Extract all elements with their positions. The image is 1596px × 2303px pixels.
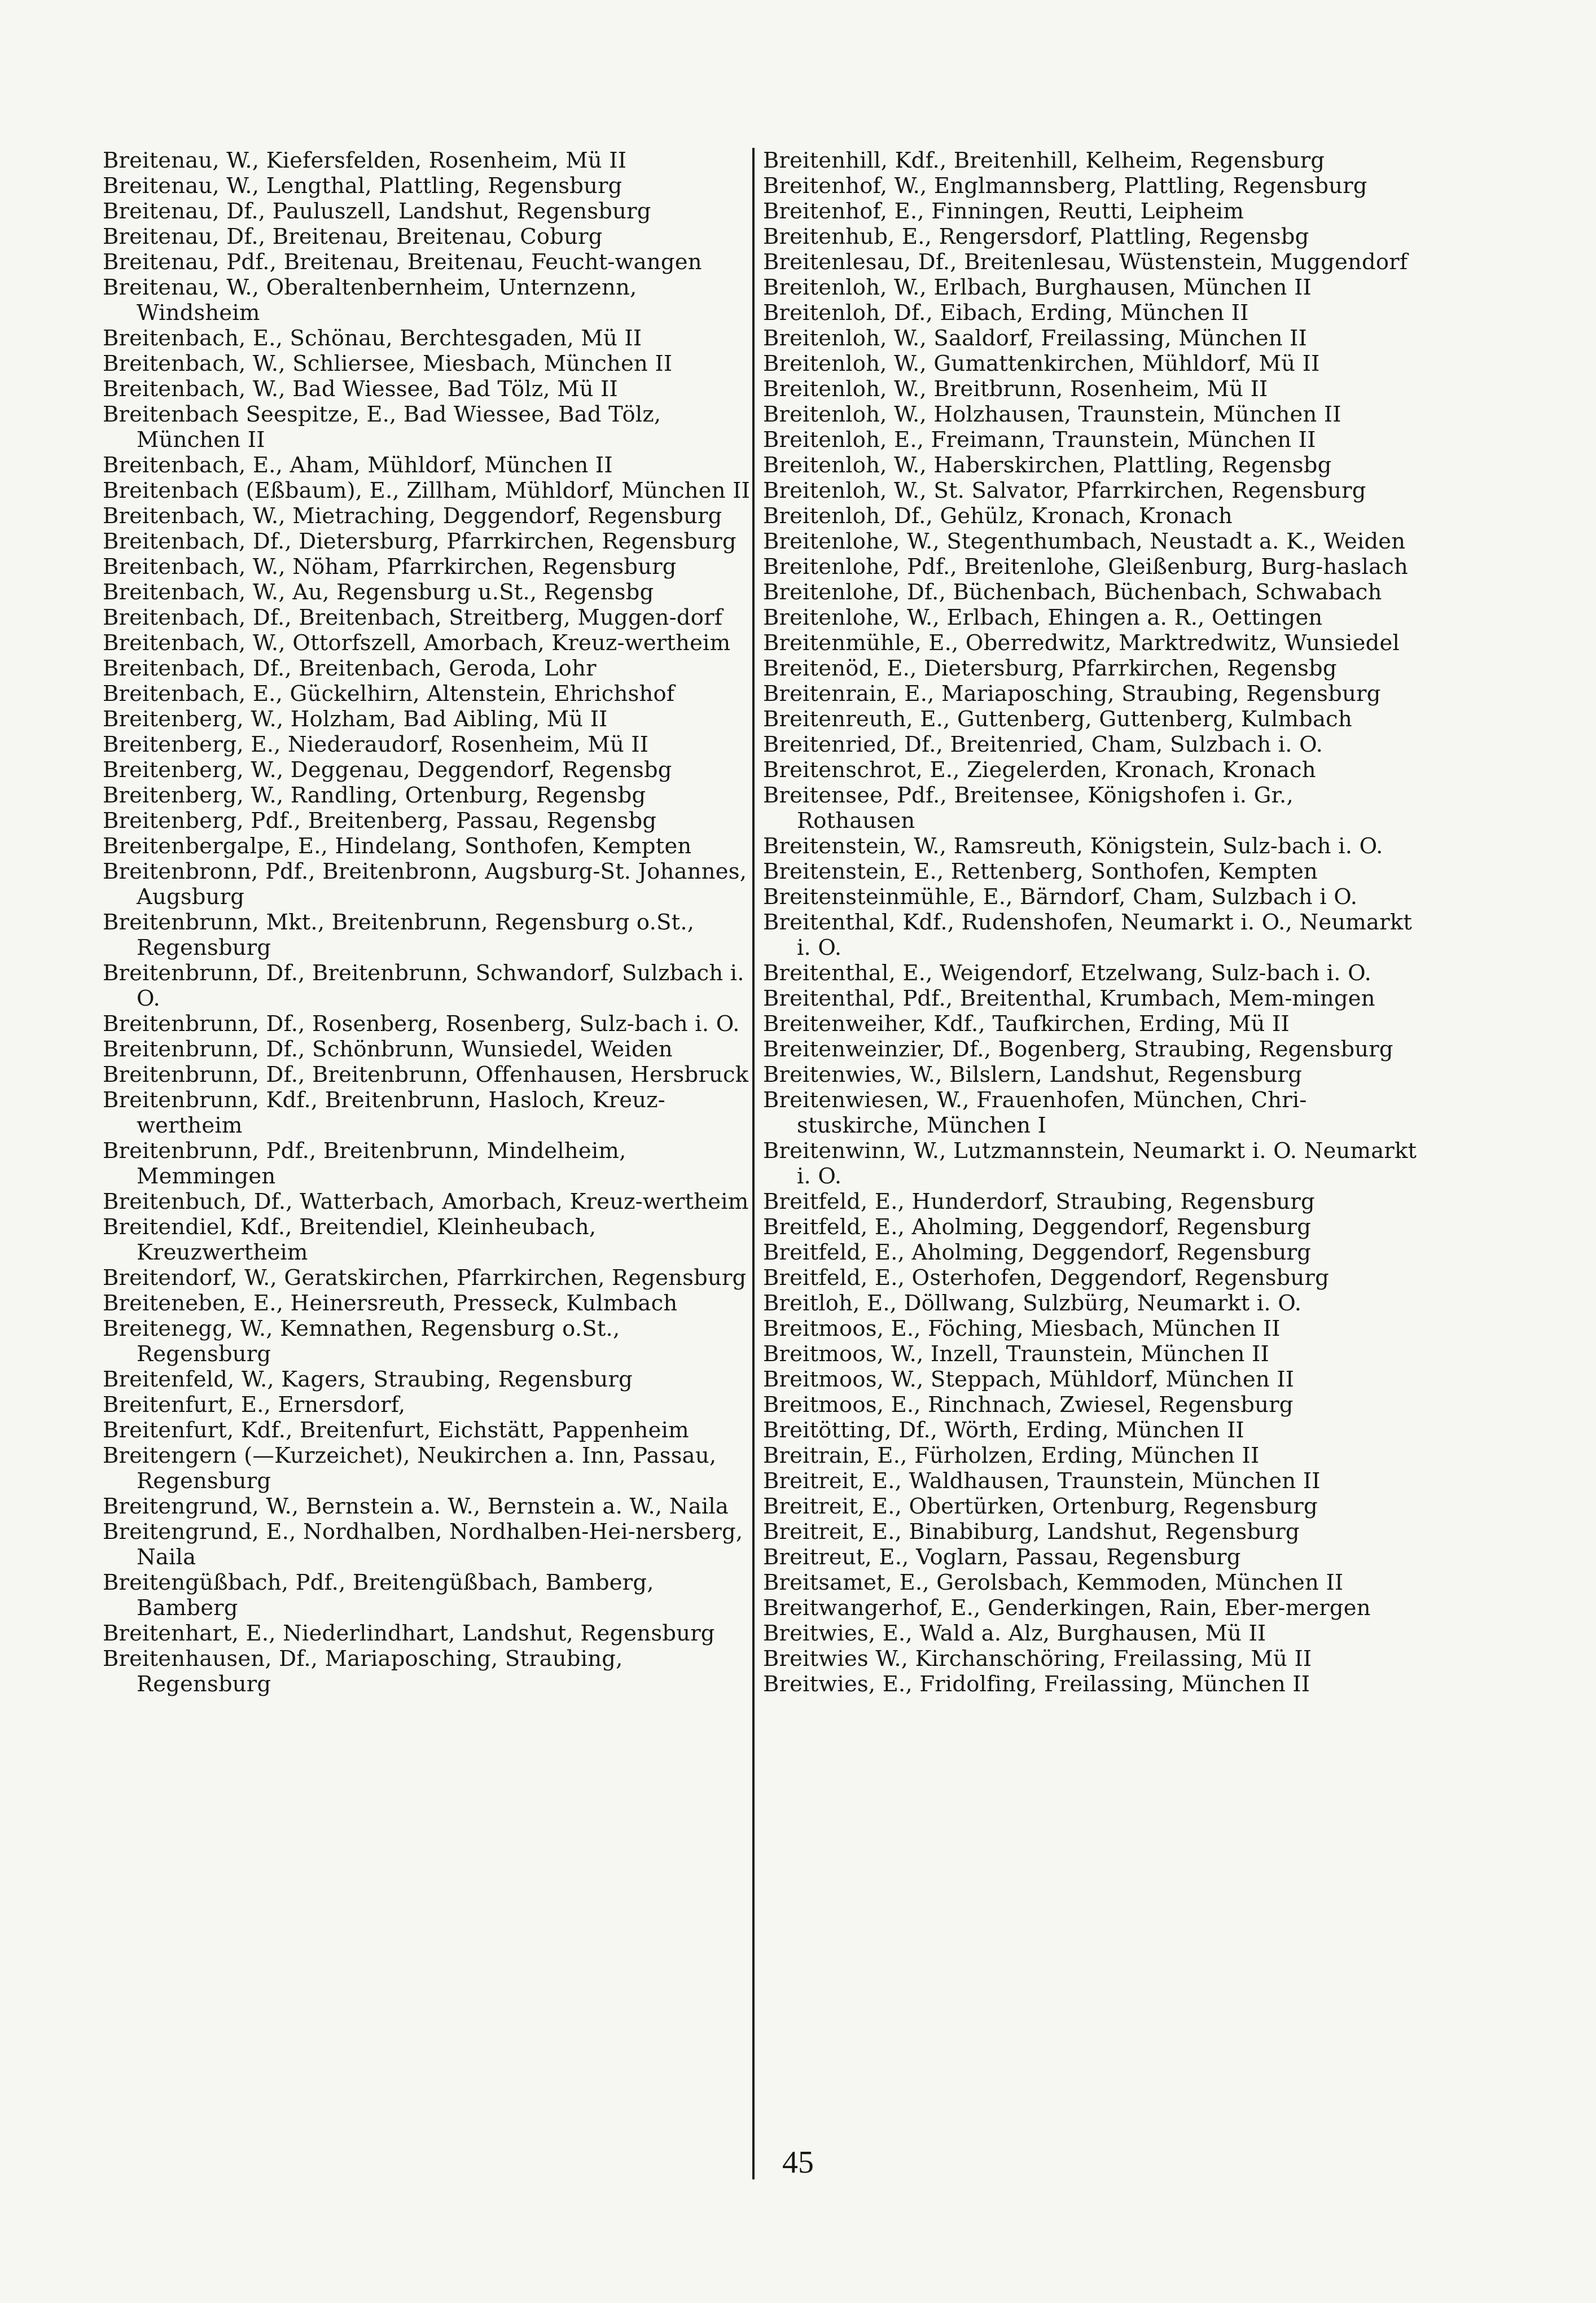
gazetteer-entry: Breitenhill, Kdf., Breitenhill, Kelheim, Regensburg xyxy=(763,148,1325,173)
gazetteer-entry: Breitenau, W., Lengthal, Plattling, Regensburg xyxy=(103,173,622,199)
gazetteer-entry: Breitenloh, W., Gumattenkirchen, Mühldorf, Mü II xyxy=(763,351,1320,376)
gazetteer-entry: Breiteneben, E., Heinersreuth, Presseck, Kulmbach xyxy=(103,1291,678,1316)
gazetteer-entry: Breitsamet, E., Gerolsbach, Kemmoden, München II xyxy=(763,1570,1344,1595)
gazetteer-entry: Breitfeld, E., Aholming, Deggendorf, Regensburg xyxy=(763,1214,1312,1240)
gazetteer-entry: Breitenweinzier, Df., Bogenberg, Straubing, Regensburg xyxy=(763,1037,1393,1062)
gazetteer-entry: Breitengrund, E., Nordhalben, Nordhalben-Hei-nersberg, Naila xyxy=(103,1519,743,1570)
gazetteer-entry: Breitenbach (Eßbaum), E., Zillham, Mühldorf, München II xyxy=(103,478,751,503)
gazetteer-entry: Breitenegg, W., Kemnathen, Regensburg o.St., Regensburg xyxy=(103,1316,620,1367)
gazetteer-entry: Breitenberg, W., Deggenau, Deggendorf, Regensbg xyxy=(103,757,672,783)
gazetteer-entry: Breitenloh, W., Erlbach, Burghausen, München II xyxy=(763,275,1312,300)
gazetteer-entry: Breitenloh, W., St. Salvator, Pfarrkirchen, Regensburg xyxy=(763,478,1366,503)
gazetteer-entry: Breitensee, Pdf., Breitensee, Königshofen i. Gr., Rothausen xyxy=(763,783,1294,834)
gazetteer-entry: Breitreit, E., Obertürken, Ortenburg, Regensburg xyxy=(763,1494,1318,1519)
gazetteer-entry: Breitenried, Df., Breitenried, Cham, Sulzbach i. O. xyxy=(763,732,1323,757)
gazetteer-entry: Breitloh, E., Döllwang, Sulzbürg, Neumarkt i. O. xyxy=(763,1291,1302,1316)
gazetteer-entry: Breitenau, Pdf., Breitenau, Breitenau, Feucht-wangen xyxy=(103,249,702,275)
gazetteer-entry: Breitenbach, E., Schönau, Berchtesgaden, Mü II xyxy=(103,326,642,351)
gazetteer-entry: Breitenbrunn, Df., Breitenbrunn, Schwandorf, Sulzbach i. O. xyxy=(103,960,744,1011)
gazetteer-entry: Breitenbach, E., Gückelhirn, Altenstein, Ehrichshof xyxy=(103,681,675,707)
gazetteer-entry: Breitenbach, W., Au, Regensburg u.St., Regensbg xyxy=(103,580,654,605)
gazetteer-entry: Breitenmühle, E., Oberredwitz, Marktredwitz, Wunsiedel xyxy=(763,630,1400,656)
gazetteer-entry: Breitenthal, Kdf., Rudenshofen, Neumarkt i. O., Neumarkt i. O. xyxy=(763,910,1413,960)
gazetteer-entry: Breitreit, E., Waldhausen, Traunstein, München II xyxy=(763,1468,1321,1494)
left-column xyxy=(103,148,757,1697)
gazetteer-entry: Breitenbrunn, Df., Breitenbrunn, Offenhausen, Hersbruck xyxy=(103,1062,749,1087)
gazetteer-entry: Breitenberg, W., Randling, Ortenburg, Regensbg xyxy=(103,783,646,808)
gazetteer-entry: Breitenbrunn, Kdf., Breitenbrunn, Hasloch, Kreuz-wertheim xyxy=(103,1087,665,1138)
gazetteer-entry: Breitenhub, E., Rengersdorf, Plattling, Regensbg xyxy=(763,224,1309,249)
gazetteer-entry: Breitenwies, W., Bilslern, Landshut, Regensburg xyxy=(763,1062,1303,1087)
page-number: 45 xyxy=(782,2145,814,2180)
gazetteer-entry: Breitenbrunn, Mkt., Breitenbrunn, Regensburg o.St., Regensburg xyxy=(103,910,695,960)
gazetteer-entry: Breitenbach, Df., Breitenbach, Geroda, Lohr xyxy=(103,656,597,681)
gazetteer-entry: Breitenhart, E., Niederlindhart, Landshut, Regensburg xyxy=(103,1621,715,1646)
gazetteer-entry: Breitenthal, E., Weigendorf, Etzelwang, Sulz-bach i. O. xyxy=(763,960,1372,986)
gazetteer-entry: Breitenlohe, W., Stegenthumbach, Neustadt a. K., Weiden xyxy=(763,529,1406,554)
gazetteer-entry: Breitenbach, W., Ottorfszell, Amorbach, Kreuz-wertheim xyxy=(103,630,731,656)
gazetteer-entry: Breitenlohe, Pdf., Breitenlohe, Gleißenburg, Burg-haslach xyxy=(763,554,1409,580)
gazetteer-entry: Breitenlohe, Df., Büchenbach, Büchenbach, Schwabach xyxy=(763,580,1382,605)
gazetteer-entry: Breitendiel, Kdf., Breitendiel, Kleinheubach, Kreuzwertheim xyxy=(103,1214,597,1265)
gazetteer-entry: Breitenfurt, E., Ernersdorf, xyxy=(103,1392,406,1418)
gazetteer-entry: Breitenbuch, Df., Watterbach, Amorbach, Kreuz-wertheim xyxy=(103,1189,749,1214)
gazetteer-entry: Breitfeld, E., Hunderdorf, Straubing, Regensburg xyxy=(763,1189,1315,1214)
gazetteer-entry: Breitenbach, Df., Breitenbach, Streitberg, Muggen-dorf xyxy=(103,605,723,630)
gazetteer-entry: Breitmoos, W., Steppach, Mühldorf, München II xyxy=(763,1367,1295,1392)
gazetteer-entry: Breitenau, Df., Pauluszell, Landshut, Regensburg xyxy=(103,199,651,224)
gazetteer-entry: Breitenwiesen, W., Frauenhofen, München, Chri-stuskirche, München I xyxy=(763,1087,1307,1138)
gazetteer-entry: Breitwies, E., Fridolfing, Freilassing, München II xyxy=(763,1672,1310,1697)
gazetteer-entry: Breitenloh, W., Breitbrunn, Rosenheim, Mü II xyxy=(763,376,1268,402)
gazetteer-entry: Breitmoos, W., Inzell, Traunstein, München II xyxy=(763,1341,1269,1367)
gazetteer-entry: Breitengrund, W., Bernstein a. W., Bernstein a. W., Naila xyxy=(103,1494,729,1519)
gazetteer-entry: Breitenberg, W., Holzham, Bad Aibling, Mü II xyxy=(103,707,608,732)
gazetteer-entry: Breitrain, E., Fürholzen, Erding, München II xyxy=(763,1443,1260,1468)
gazetteer-entry: Breitenbrunn, Df., Schönbrunn, Wunsiedel, Weiden xyxy=(103,1037,673,1062)
gazetteer-entry: Breitenberg, E., Niederaudorf, Rosenheim, Mü II xyxy=(103,732,649,757)
gazetteer-entry: Breitenbrunn, Df., Rosenberg, Rosenberg, Sulz-bach i. O. xyxy=(103,1011,740,1037)
gazetteer-entry: Breitenfurt, Kdf., Breitenfurt, Eichstätt, Pappenheim xyxy=(103,1418,689,1443)
gazetteer-entry: Breitenlesau, Df., Breitenlesau, Wüstenstein, Muggendorf xyxy=(763,249,1408,275)
gazetteer-entry: Breitenweiher, Kdf., Taufkirchen, Erding, Mü II xyxy=(763,1011,1290,1037)
gazetteer-entry: Breitötting, Df., Wörth, Erding, München II xyxy=(763,1418,1244,1443)
gazetteer-entry: Breitenbrunn, Pdf., Breitenbrunn, Mindelheim, Memmingen xyxy=(103,1138,626,1189)
gazetteer-entry: Breitenbach, Df., Dietersburg, Pfarrkirchen, Regensburg xyxy=(103,529,736,554)
gazetteer-entry: Breitenfeld, W., Kagers, Straubing, Regensburg xyxy=(103,1367,633,1392)
gazetteer-entry: Breitenbach, E., Aham, Mühldorf, München II xyxy=(103,453,613,478)
gazetteer-entry: Breitenbach, W., Schliersee, Miesbach, München II xyxy=(103,351,673,376)
gazetteer-entry: Breitenau, W., Kiefersfelden, Rosenheim, Mü II xyxy=(103,148,627,173)
column-divider xyxy=(752,148,755,2179)
gazetteer-entry: Breitenreuth, E., Guttenberg, Guttenberg, Kulmbach xyxy=(763,707,1352,732)
gazetteer-entry: Breitenbergalpe, E., Hindelang, Sonthofen, Kempten xyxy=(103,834,692,859)
gazetteer-entry: Breitengüßbach, Pdf., Breitengüßbach, Bamberg, Bamberg xyxy=(103,1570,654,1621)
gazetteer-entry: Breitwangerhof, E., Genderkingen, Rain, Eber-mergen xyxy=(763,1595,1371,1621)
gazetteer-entry: Breitendorf, W., Geratskirchen, Pfarrkirchen, Regensburg xyxy=(103,1265,747,1291)
gazetteer-entry: Breitenschrot, E., Ziegelerden, Kronach, Kronach xyxy=(763,757,1316,783)
gazetteer-entry: Breitensteinmühle, E., Bärndorf, Cham, Sulzbach i O. xyxy=(763,884,1358,910)
gazetteer-entry: Breitenloh, Df., Eibach, Erding, München II xyxy=(763,300,1249,326)
gazetteer-entry: Breitwies, E., Wald a. Alz, Burghausen, Mü II xyxy=(763,1621,1266,1646)
gazetteer-entry: Breitenberg, Pdf., Breitenberg, Passau, Regensbg xyxy=(103,808,657,834)
gazetteer-entry: Breitenwinn, W., Lutzmannstein, Neumarkt i. O. Neumarkt i. O. xyxy=(763,1138,1417,1189)
gazetteer-entry: Breitreut, E., Voglarn, Passau, Regensburg xyxy=(763,1545,1241,1570)
right-column xyxy=(763,148,1418,1697)
gazetteer-entry: Breitenrain, E., Mariaposching, Straubing, Regensburg xyxy=(763,681,1381,707)
gazetteer-entry: Breitenloh, W., Saaldorf, Freilassing, München II xyxy=(763,326,1307,351)
gazetteer-entry: Breitenloh, W., Haberskirchen, Plattling, Regensbg xyxy=(763,453,1332,478)
gazetteer-entry: Breitenau, Df., Breitenau, Breitenau, Coburg xyxy=(103,224,603,249)
gazetteer-entry: Breitenstein, E., Rettenberg, Sonthofen, Kempten xyxy=(763,859,1318,884)
gazetteer-entry: Breitenhof, W., Englmannsberg, Plattling, Regensburg xyxy=(763,173,1367,199)
gazetteer-entry: Breitenloh, E., Freimann, Traunstein, München II xyxy=(763,427,1316,453)
gazetteer-entry: Breitmoos, E., Föching, Miesbach, München II xyxy=(763,1316,1281,1341)
gazetteer-entry: Breitmoos, E., Rinchnach, Zwiesel, Regensburg xyxy=(763,1392,1294,1418)
gazetteer-entry: Breitenöd, E., Dietersburg, Pfarrkirchen, Regensbg xyxy=(763,656,1337,681)
gazetteer-entry: Breitenloh, Df., Gehülz, Kronach, Kronach xyxy=(763,503,1233,529)
gazetteer-entry: Breitenbach Seespitze, E., Bad Wiessee, Bad Tölz, München II xyxy=(103,402,661,453)
gazetteer-entry: Breitenloh, W., Holzhausen, Traunstein, München II xyxy=(763,402,1341,427)
gazetteer-entry: Breitwies W., Kirchanschöring, Freilassing, Mü II xyxy=(763,1646,1312,1672)
gazetteer-entry: Breitenstein, W., Ramsreuth, Königstein, Sulz-bach i. O. xyxy=(763,834,1383,859)
gazetteer-entry: Breitengern (—Kurzeichet), Neukirchen a. Inn, Passau, Regensburg xyxy=(103,1443,717,1494)
gazetteer-entry: Breitenhof, E., Finningen, Reutti, Leipheim xyxy=(763,199,1244,224)
gazetteer-entry: Breitreit, E., Binabiburg, Landshut, Regensburg xyxy=(763,1519,1300,1545)
gazetteer-entry: Breitenhausen, Df., Mariaposching, Straubing, Regensburg xyxy=(103,1646,623,1697)
gazetteer-entry: Breitenbach, W., Nöham, Pfarrkirchen, Regensburg xyxy=(103,554,677,580)
gazetteer-entry: Breitfeld, E., Osterhofen, Deggendorf, Regensburg xyxy=(763,1265,1329,1291)
gazetteer-entry: Breitenau, W., Oberaltenbernheim, Unternzenn, Windsheim xyxy=(103,275,637,326)
gazetteer-entry: Breitenbronn, Pdf., Breitenbronn, Augsburg-St. Johannes, Augsburg xyxy=(103,859,747,910)
gazetteer-entry: Breitfeld, E., Aholming, Deggendorf, Regensburg xyxy=(763,1240,1312,1265)
gazetteer-entry: Breitenbach, W., Bad Wiessee, Bad Tölz, Mü II xyxy=(103,376,618,402)
gazetteer-entry: Breitenbach, W., Mietraching, Deggendorf, Regensburg xyxy=(103,503,722,529)
gazetteer-entry: Breitenlohe, W., Erlbach, Ehingen a. R., Oettingen xyxy=(763,605,1323,630)
gazetteer-entry: Breitenthal, Pdf., Breitenthal, Krumbach, Mem-mingen xyxy=(763,986,1375,1011)
